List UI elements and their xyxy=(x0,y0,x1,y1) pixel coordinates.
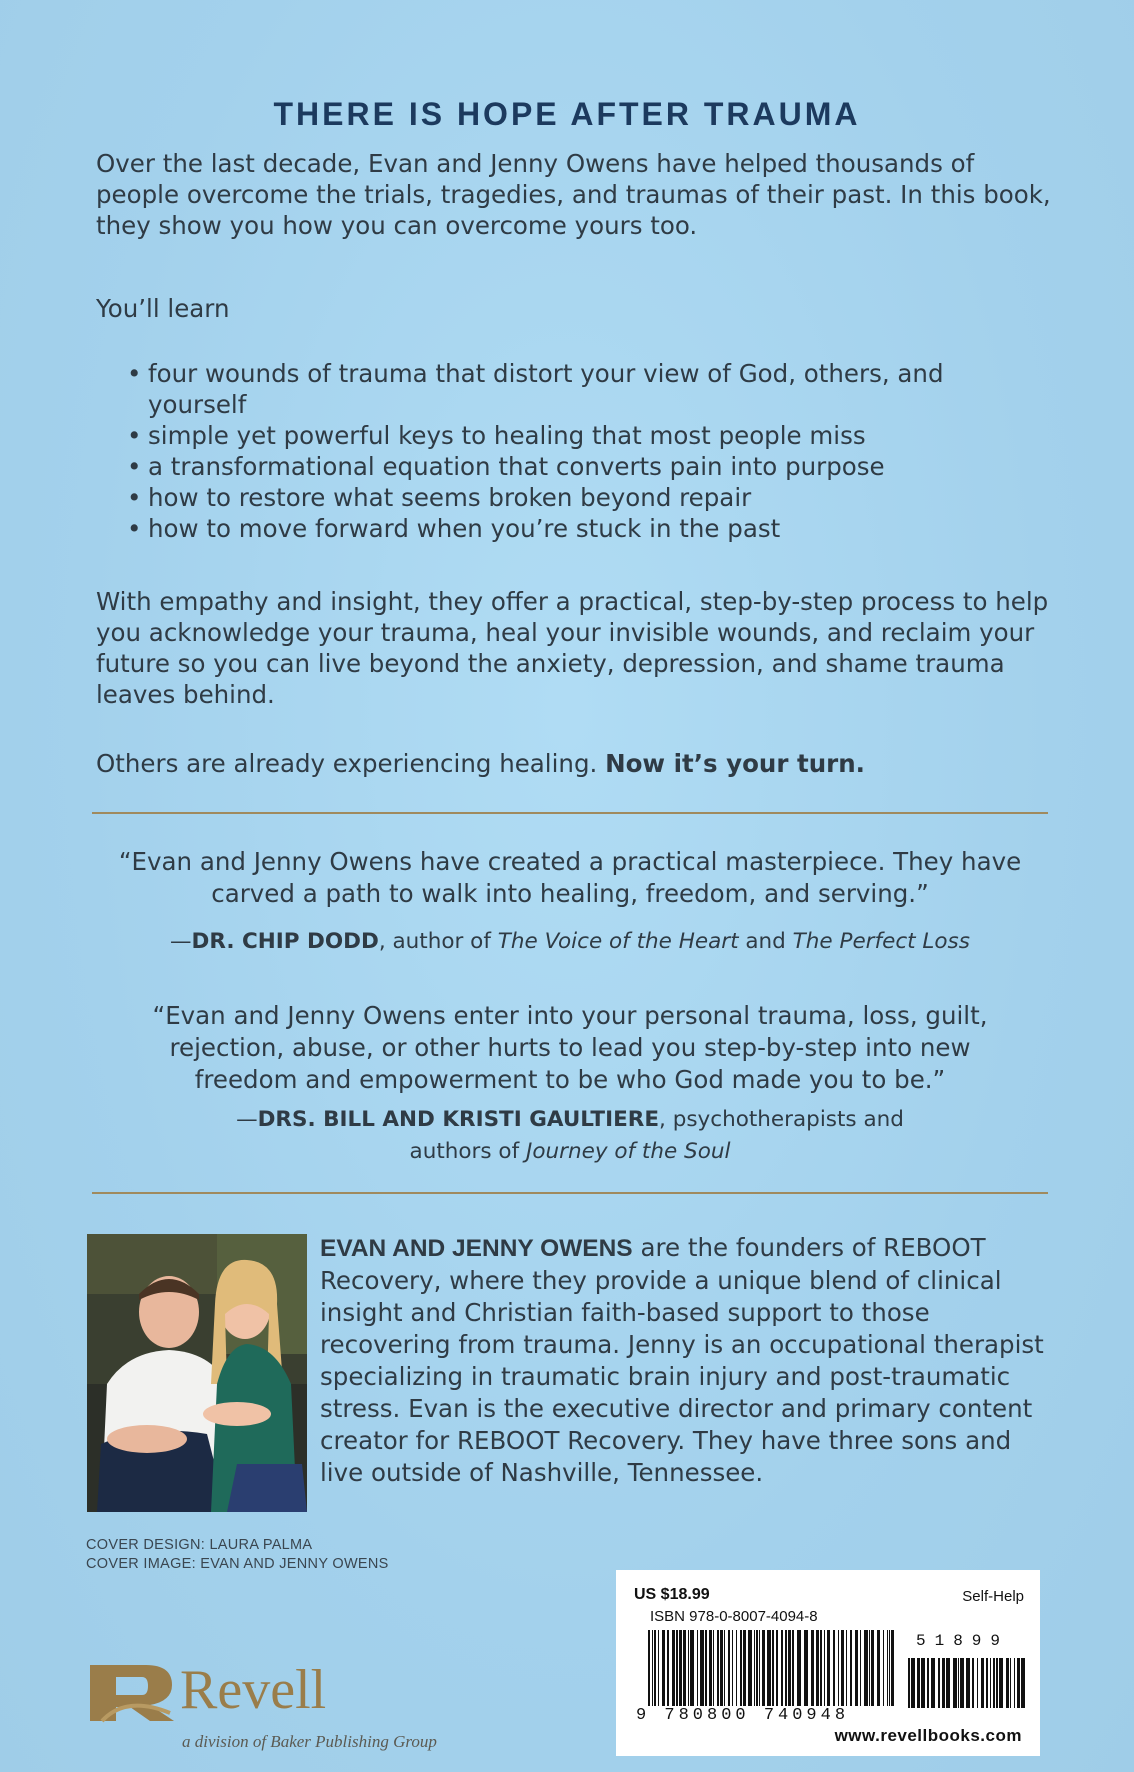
barcode-bar xyxy=(883,1630,884,1706)
bullet-icon: • xyxy=(127,421,142,450)
divider xyxy=(92,1192,1048,1194)
barcode-bar xyxy=(709,1630,712,1706)
barcode-bar xyxy=(860,1630,861,1706)
barcode-bar xyxy=(724,1630,725,1706)
barcode-bar xyxy=(1010,1658,1011,1708)
learn-lead: You’ll learn xyxy=(96,294,230,323)
barcode-bar xyxy=(871,1630,874,1706)
publisher-url: www.revellbooks.com xyxy=(834,1726,1022,1745)
category-label: Self-Help xyxy=(962,1588,1024,1605)
endorsement-attribution: —DR. CHIP DODD, author of The Voice of the Heart and The Perfect Loss xyxy=(170,929,970,954)
barcode-bar xyxy=(748,1630,752,1706)
list-item: • four wounds of trauma that distort your view of God, others, and yourself xyxy=(127,359,944,419)
learn-list xyxy=(127,358,1044,544)
bullet-icon: • xyxy=(127,452,142,481)
barcode-bar xyxy=(996,1658,998,1708)
endorsement-quote: “Evan and Jenny Owens have created a practical masterpiece. They have carved a path to walk into healing, freedom, and serving.” xyxy=(118,847,1022,908)
author-names: EVAN AND JENNY OWENS xyxy=(320,1235,633,1262)
barcode-bar xyxy=(754,1630,755,1706)
barcode-bar xyxy=(841,1630,844,1706)
endorsement-attribution: —DRS. BILL AND KRISTI GAULTIERE, psychotherapists and authors of Journey of the Soul xyxy=(236,1107,904,1164)
barcode-bar xyxy=(908,1658,910,1708)
barcode-bar xyxy=(756,1630,758,1706)
barcode-bar xyxy=(1021,1658,1025,1708)
bullet-icon: • xyxy=(127,514,142,543)
barcode-bar xyxy=(990,1658,991,1708)
barcode-bar xyxy=(672,1630,675,1706)
barcode-bar xyxy=(732,1630,733,1706)
barcode-bar xyxy=(740,1630,742,1706)
barcode-bar xyxy=(736,1630,737,1706)
author-photo-illustration xyxy=(87,1234,307,1512)
barcode-bar xyxy=(679,1630,682,1706)
barcode-bar xyxy=(960,1658,964,1708)
divider xyxy=(92,812,1048,814)
barcode-bar xyxy=(864,1630,868,1706)
barcode-bar xyxy=(683,1630,686,1706)
headline: THERE IS HOPE AFTER TRAUMA xyxy=(273,96,861,132)
closing-emphasis: Now it’s your turn. xyxy=(605,749,865,778)
barcode-bar xyxy=(1006,1658,1009,1708)
barcode-bar xyxy=(999,1658,1003,1708)
barcode-bar xyxy=(785,1630,787,1706)
barcode-bar xyxy=(767,1630,771,1706)
barcode-bar xyxy=(911,1658,915,1708)
publisher-division: a division of Baker Publishing Group xyxy=(182,1732,437,1751)
process-paragraph: With empathy and insight, they offer a practical, step-by-step process to help you acknowledge your trauma, heal your invisible wounds, and reclaim your future so you can live beyond the anxiety, depression, and shame trauma leaves behind. xyxy=(96,587,1049,709)
bullet-icon: • xyxy=(127,483,142,512)
barcode-bar xyxy=(811,1630,814,1706)
barcode-bar xyxy=(797,1630,801,1706)
barcode-bar xyxy=(827,1630,830,1706)
barcode-bar xyxy=(705,1630,707,1706)
barcode-bar xyxy=(927,1658,929,1708)
barcode-bar xyxy=(688,1630,689,1706)
list-item: • how to move forward when you’re stuck in the past xyxy=(127,514,781,543)
barcode-bar xyxy=(700,1630,704,1706)
barcode-bar xyxy=(917,1658,920,1708)
barcode-bar xyxy=(654,1630,656,1706)
list-item: • how to restore what seems broken beyond repair xyxy=(127,483,752,512)
barcode-bar xyxy=(891,1630,894,1706)
price-label: US $18.99 xyxy=(634,1586,710,1603)
barcode-bar xyxy=(833,1630,835,1706)
list-item: • simple yet powerful keys to healing that most people miss xyxy=(127,421,866,450)
author-bio: EVAN AND JENNY OWENS are the founders of REBOOT Recovery, where they provide a unique blend of clinical insight and Christian faith-based support to those recovering from trauma. Jenny is an occupational therapist specializing in traumatic brain injury and post-traumatic stress. Evan is the executive director and primary content creator for REBOOT Recovery. They have three sons and live outside of Nashville, Tennessee. xyxy=(320,1233,1044,1487)
author-photo xyxy=(87,1234,307,1512)
barcode-bar xyxy=(667,1630,669,1706)
barcode-bar xyxy=(931,1658,935,1708)
isbn-label: ISBN 978-0-8007-4094-8 xyxy=(650,1608,818,1625)
barcode-bar xyxy=(986,1658,988,1708)
barcode-bar xyxy=(1017,1658,1020,1708)
list-item: • a transformational equation that converts pain into purpose xyxy=(127,452,885,481)
addon-digits: 51899 xyxy=(916,1632,1010,1650)
barcode-bar xyxy=(966,1658,970,1708)
barcode-bar xyxy=(676,1630,678,1706)
barcode-bar xyxy=(776,1630,778,1706)
barcode-bar xyxy=(877,1630,880,1706)
barcode-bar xyxy=(972,1658,974,1708)
barcode-bar xyxy=(953,1658,957,1708)
barcode-bar xyxy=(662,1630,665,1706)
barcode-bar xyxy=(690,1630,694,1706)
intro-paragraph: Over the last decade, Evan and Jenny Owens have helped thousands of people overcome the trials, tragedies, and traumas of their past. In this book, they show you how you can overcome yours too. xyxy=(96,149,1051,240)
barcode-bar xyxy=(788,1630,791,1706)
barcode-bar xyxy=(781,1630,783,1706)
barcode-bar xyxy=(887,1630,888,1706)
cover-credits xyxy=(86,1536,389,1574)
barcode-bar xyxy=(816,1630,819,1706)
cover-design-credit: COVER DESIGN: LAURA PALMA xyxy=(86,1537,313,1553)
barcode-bar xyxy=(846,1630,847,1706)
barcode-bar xyxy=(792,1630,794,1706)
endorsement-quote: “Evan and Jenny Owens enter into your personal trauma, loss, guilt, rejection, abuse, or other hurts to lead you step-by-step into new freedom and empowerment to be who God made you to be.” xyxy=(152,1001,988,1094)
barcode-bar xyxy=(958,1658,959,1708)
barcode-bar xyxy=(720,1630,723,1706)
barcode-bar xyxy=(648,1630,650,1706)
barcode-bar xyxy=(869,1630,870,1706)
barcode-bar xyxy=(697,1630,698,1706)
barcode-bar xyxy=(658,1630,659,1706)
barcode-bar xyxy=(993,1658,995,1708)
barcode-bar xyxy=(889,1630,890,1706)
barcode-bar xyxy=(743,1630,746,1706)
barcode-bar xyxy=(762,1630,765,1706)
barcode-bar xyxy=(946,1658,950,1708)
barcode-bar xyxy=(759,1630,760,1706)
cover-image-credit: COVER IMAGE: EVAN AND JENNY OWENS xyxy=(86,1556,389,1572)
barcode-bar xyxy=(1014,1658,1015,1708)
barcode-bar xyxy=(717,1630,719,1706)
barcode-bar xyxy=(942,1658,945,1708)
barcode-bar xyxy=(804,1630,808,1706)
barcode-bar xyxy=(652,1630,653,1706)
barcode-bar xyxy=(824,1630,825,1706)
barcode-bar xyxy=(772,1630,774,1706)
barcode-panel xyxy=(616,1570,1040,1756)
barcode-bar xyxy=(921,1658,925,1708)
barcode-bar xyxy=(938,1658,940,1708)
barcode-bar xyxy=(728,1630,730,1706)
addon-barcode-icon xyxy=(908,1658,1026,1708)
barcode-bar xyxy=(855,1630,858,1706)
barcode-icon xyxy=(648,1630,898,1706)
barcode-bar xyxy=(981,1658,984,1708)
barcode-bar xyxy=(977,1658,978,1708)
barcode-bar xyxy=(850,1630,852,1706)
closing-line: Others are already experiencing healing. Now it’s your turn. xyxy=(96,749,865,778)
barcode-digits: 9 780800 740948 xyxy=(636,1706,850,1725)
barcode-bar xyxy=(838,1630,839,1706)
barcode-bar xyxy=(820,1630,822,1706)
barcode-bar xyxy=(713,1630,714,1706)
publisher-name: Revell xyxy=(180,1659,327,1721)
bullet-icon: • xyxy=(127,359,142,388)
